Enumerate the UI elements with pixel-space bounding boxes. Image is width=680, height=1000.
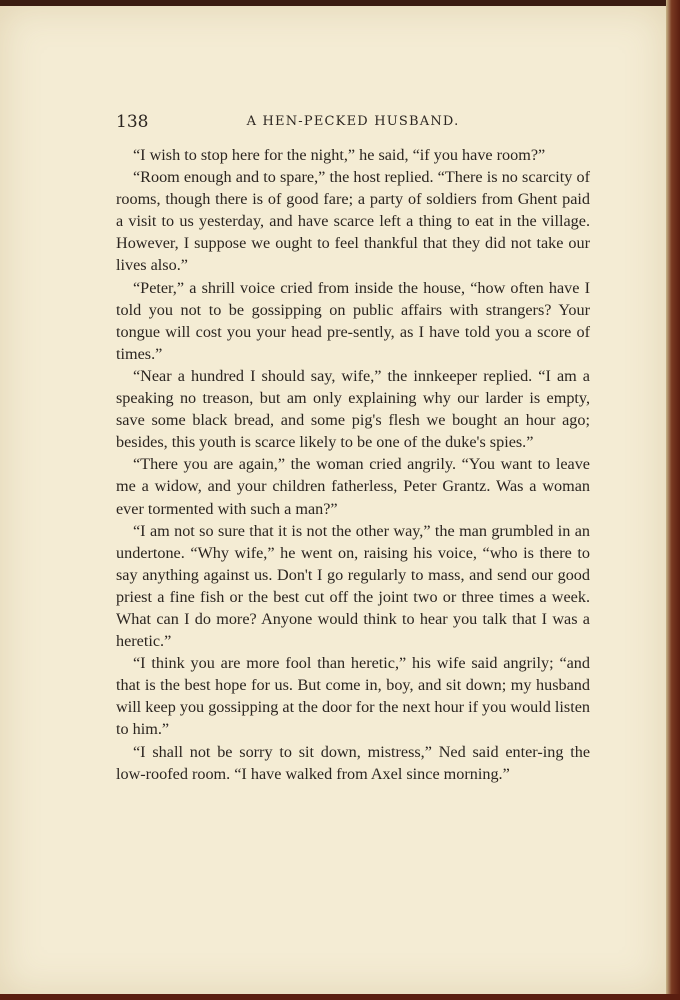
body-text	[116, 144, 590, 785]
paragraph: “I think you are more fool than heretic,” his wife said angrily; “and that is the best hope for us. But come in, boy, and sit down; my husband will keep you gossipping at the door for the next hour if you would listen to him.”	[116, 654, 590, 739]
paragraph: “I am not so sure that it is not the other way,” the man grumbled in an undertone. “Why wife,” he went on, raising his voice, “who is there to say anything against us. Don't I go regularly to mass, and send our good priest a fine fish or the best cut off the joint two or three times a week. What can I do more? Anyone would think to hear you talk that I was a heretic.”	[116, 521, 590, 651]
book-bottom-edge	[0, 994, 680, 1000]
running-title: A HEN-PECKED HUSBAND.	[246, 114, 460, 129]
paragraph: “I shall not be sorry to sit down, mistress,” Ned said enter-ing the low-roofed room. “I have walked from Axel since morning.”	[116, 742, 590, 783]
page-number: 138	[116, 112, 149, 132]
book-binding-edge	[666, 0, 680, 1000]
paragraph: “There you are again,” the woman cried angrily. “You want to leave me a widow, and your children fatherless, Peter Grantz. Was a woman ever tormented with such a man?”	[116, 455, 590, 518]
paragraph: “Near a hundred I should say, wife,” the innkeeper replied. “I am a speaking no treason, but am only explaining why our larder is empty, save some black bread, and some pig's flesh we bought an hour ago; besides, this youth is scarce likely to be one of the duke's spies.”	[116, 366, 590, 452]
paragraph: “Peter,” a shrill voice cried from inside the house, “how often have I told you not to be gossipping on public affairs with strangers? Your tongue will cost you your head pre-sently, as I have told you a score of times.”	[116, 278, 590, 363]
paragraph: “I wish to stop here for the night,” he said, “if you have room?”	[133, 146, 546, 164]
paragraph: “Room enough and to spare,” the host replied. “There is no scarcity of rooms, though there is of good fare; a party of soldiers from Ghent paid a visit to us yesterday, and have scarce left a thing to eat in the village. However, I suppose we ought to feel thankful that they did not take our lives also.”	[116, 168, 590, 275]
page-header	[116, 112, 590, 136]
